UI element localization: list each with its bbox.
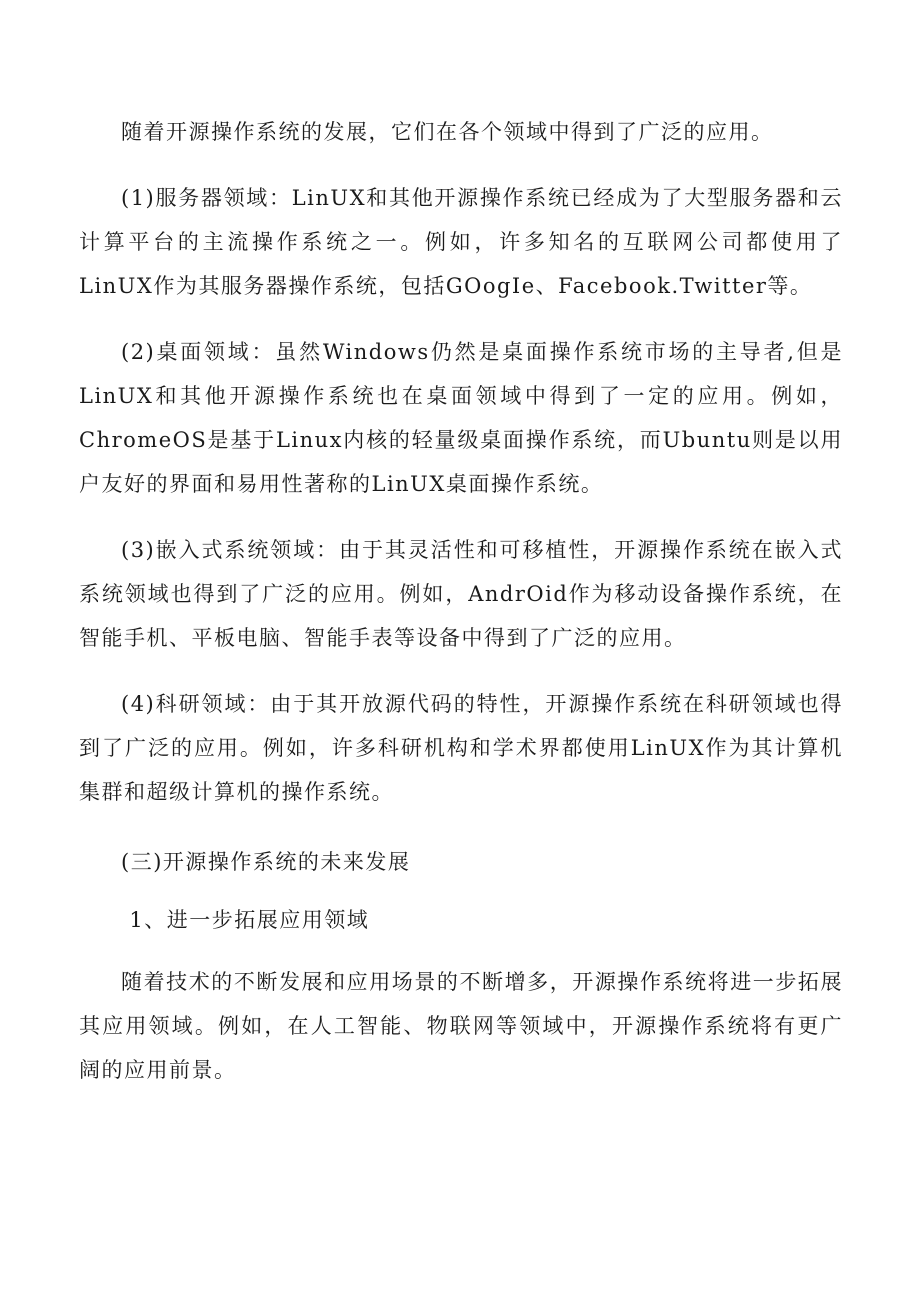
document-body <box>79 110 843 1114</box>
subsection-heading: 1、进一步拓展应用领域 <box>129 908 370 932</box>
embedded-domain-paragraph: (3)嵌入式系统领域：由于其灵活性和可移植性，开源操作系统在嵌入式系统领域也得到了广泛的应用。例如，AndrOid作为移动设备操作系统，在智能手机、平板电脑、智能手表等设备中得到了广泛的应用。 <box>79 538 843 650</box>
server-domain-paragraph: (1)服务器领域：LinUX和其他开源操作系统已经成为了大型服务器和云计算平台的主流操作系统之一。例如，许多知名的互联网公司都使用了LinUX作为其服务器操作系统，包括GOogIe、Facebook.Twitter等。 <box>79 186 843 298</box>
future-paragraph: 随着技术的不断发展和应用场景的不断增多，开源操作系统将进一步拓展其应用领域。例如，在人工智能、物联网等领域中，开源操作系统将有更广阔的应用前景。 <box>79 970 843 1082</box>
research-domain-paragraph: (4)科研领域：由于其开放源代码的特性，开源操作系统在科研领域也得到了广泛的应用。例如，许多科研机构和学术界都使用LinUX作为其计算机集群和超级计算机的操作系统。 <box>79 692 843 804</box>
intro-paragraph: 随着开源操作系统的发展，它们在各个领域中得到了广泛的应用。 <box>121 120 774 144</box>
section-heading: (三)开源操作系统的未来发展 <box>121 850 411 874</box>
desktop-domain-paragraph: (2)桌面领域：虽然Windows仍然是桌面操作系统市场的主导者,但是LinUX和其他开源操作系统也在桌面领域中得到了一定的应用。例如，ChromeOS是基于Linux内核的轻量级桌面操作系统，而Ubuntu则是以用户友好的界面和易用性著称的LinUX桌面操作系统。 <box>79 340 843 496</box>
